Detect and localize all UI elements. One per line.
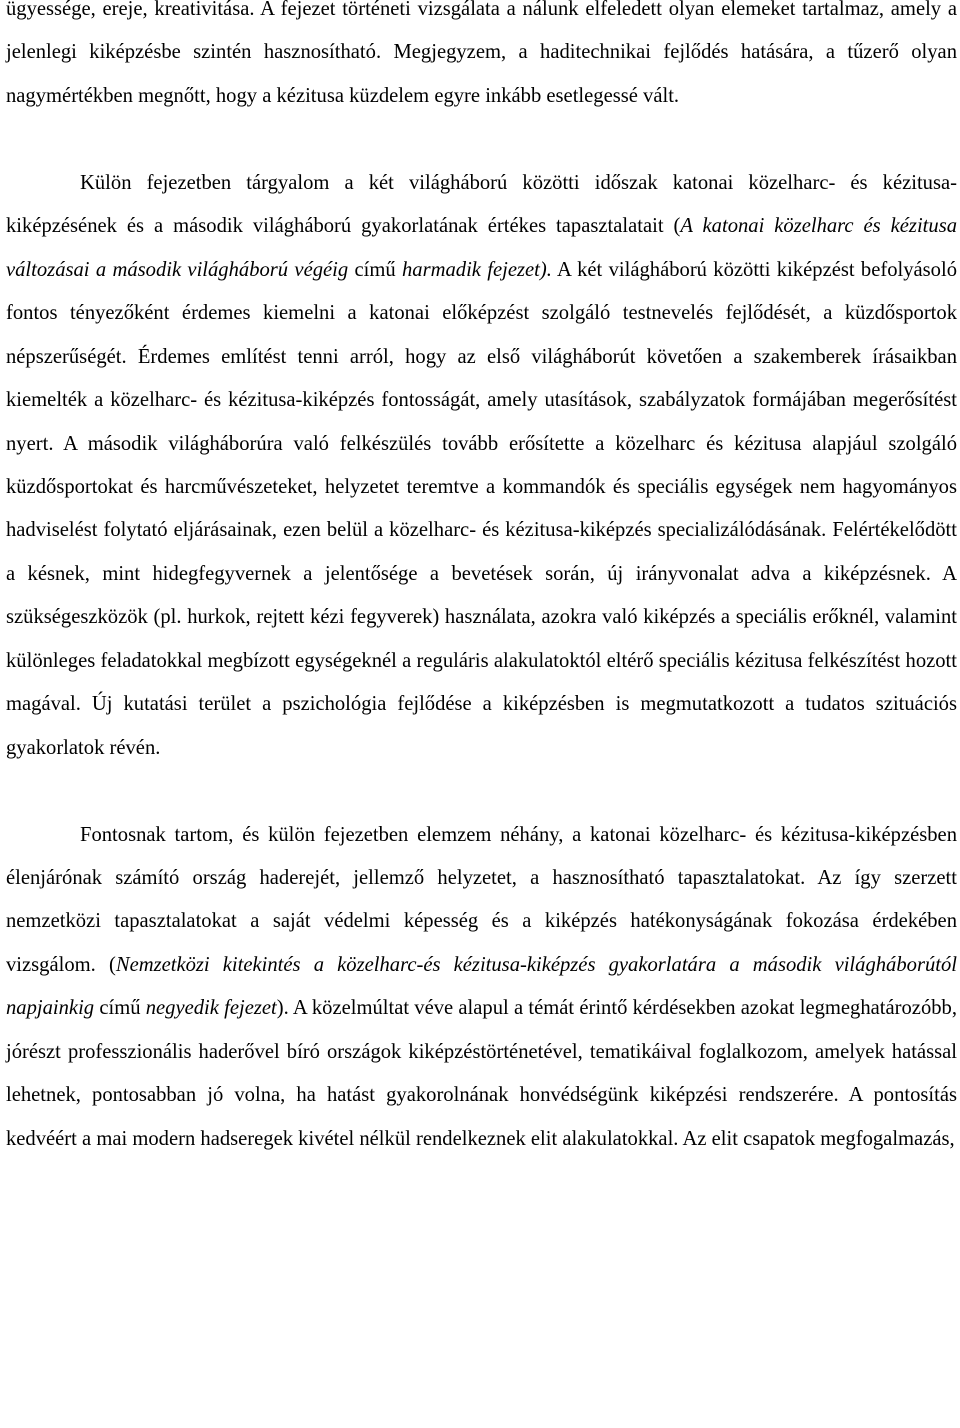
paragraph-spacer xyxy=(6,770,957,813)
paragraph-3-chapter-label: negyedik fejezet xyxy=(145,997,277,1020)
paragraph-3-text-a: Fontosnak tartom, és külön fejezetben elemzem néhány, a katonai közelharc- és kézitusa-kiképzésben élenjárónak számító ország haderejét, jellemző helyzetet, a hasznosítható tapasztalatokat. Az így szerzett nemzetközi tapasztalatokat a saját védelmi képesség és a kiképzés hatékonyságának fokozása érdekében vizsgálom. ( xyxy=(6,823,957,976)
paragraph-3-chapter-title: Nemzetközi kitekintés a közelharc-és kézitusa-kiképzés gyakorlatára a második világháborútól napjainkig xyxy=(6,953,957,1020)
paragraph-spacer xyxy=(6,118,957,161)
paragraph-2-text-b: című xyxy=(348,258,402,281)
paragraph-1 xyxy=(6,0,957,118)
paragraph-2 xyxy=(6,162,957,770)
paragraph-2-chapter-title: A katonai közelharc és kézitusa változásai a második világháború végéig xyxy=(6,215,958,281)
paragraph-1-text: ügyessége, ereje, kreativitása. A fejezet történeti vizsgálata a nálunk elfeledett olyan elemeket tartalmaz, amely a jelenlegi kiképzésbe szintén hasznosítható. Megjegyzem, a haditechnikai fejlődés hatására, a tűzerő olyan nagymértékben megnőtt, hogy a kézitusa küzdelem egyre inkább esetlegessé vált. xyxy=(6,0,957,107)
paragraph-2-text-c: A két világháború közötti kiképzést befolyásoló fontos tényezőként érdemes kiemelni a katonai előképzést szolgáló testnevelés fejlődését, a küzdősportok népszerűségét. Érdemes említést tenni arról, hogy az első világháborút követően a szakemberek írásaikban kiemelték a közelharc- és kézitusa-kiképzés fontosságát, amely utasítások, szabályzatok formájában megerősítést nyert. A második világháborúra való felkészülés tovább erősítette a közelharc és kézitusa alapjául szolgáló küzdősportokat és harcművészeteket, helyzetet teremtve a kommandók és speciális egységek nem hagyományos hadviselést folytató eljárásainak, ezen belül a közelharc- és kézitusa-kiképzés specializálódásának. Felértékelődött a késnek, mint hidegfegyvernek a jelentősége a bevetések során, új irányvonalat adva a kiképzésnek. A szükségeszközök (pl. hurkok, rejtett kézi fegyverek) használata, azokra való kiképzés a speciális erőknél, valamint különleges feladatokkal megbízott egységeknél a reguláris alakulatoktól eltérő speciális kézitusa felkészítést hozott magával. Új kutatási terület a pszichológia fejlődése a kiképzésben is megmutatkozott a tudatos szituációs gyakorlatok révén. xyxy=(6,258,957,759)
paragraph-3-text-c: ). A közelmúltat véve alapul a témát érintő kérdésekben azokat legmeghatározóbb, jórészt professzionális haderővel bíró országok kiképzéstörténetével, tematikáival foglalkozom, amelyek hatással lehetnek, pontosabban jó volna, ha hatást gyakorolnának honvédségünk kiképzési rendszerére. A pontosítás kedvéért a mai modern hadseregek kivétel nélkül rendelkeznek elit alakulatokkal. Az elit csapatok megfogalmazás, xyxy=(6,997,957,1150)
paragraph-3 xyxy=(6,814,957,1162)
document-page xyxy=(6,0,957,1161)
paragraph-3-text-b: című xyxy=(94,997,146,1020)
paragraph-2-chapter-label: harmadik fejezet). xyxy=(402,258,552,281)
paragraph-2-text-a: Külön fejezetben tárgyalom a két világháború közötti időszak katonai közelharc- és kézitusa-kiképzésének és a második világháború gyakorlatának értékes tapasztalatait ( xyxy=(6,171,957,238)
